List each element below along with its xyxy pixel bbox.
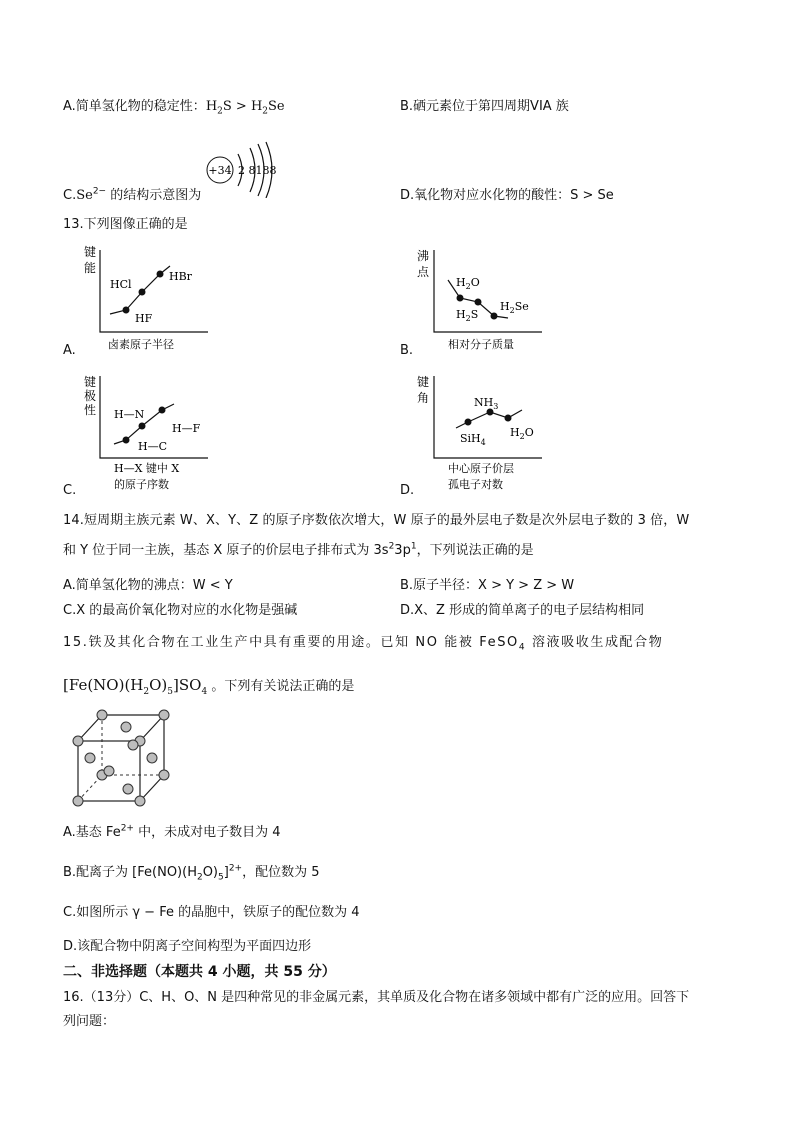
graph-d-xlabel-1: 中心原子价层 bbox=[448, 462, 514, 475]
q12-option-b: B.硒元素位于第四周期VIA 族 bbox=[400, 99, 569, 114]
q15-stem-line1: 15.铁及其化合物在工业生产中具有重要的用途。已知 NO 能被 FeSO$_4$ 溶液吸收生成配合物 bbox=[63, 635, 664, 653]
section-2-title: 二、非选择题（本题共 4 小题，共 55 分） bbox=[63, 964, 336, 980]
graph-b-label-h2o: $H_2O$ bbox=[456, 276, 480, 291]
graph-a-axes bbox=[100, 250, 208, 332]
graph-b-label-h2se: $H_2Se$ bbox=[500, 300, 529, 315]
graph-c-ylabel-2: 极 bbox=[84, 389, 97, 403]
q12-option-d: D.氧化物对应水化物的酸性：S > Se bbox=[400, 188, 614, 203]
graph-d-ylabel-1: 键 bbox=[417, 375, 430, 389]
graph-b-label-h2s: $H_2S$ bbox=[456, 308, 479, 323]
graph-a-point-hf bbox=[123, 307, 130, 314]
graph-b-axes bbox=[434, 250, 542, 332]
graph-c-point-hc bbox=[123, 437, 130, 444]
graph-d-label-sih4: SiH$_4$ bbox=[460, 432, 486, 447]
graph-d bbox=[412, 370, 552, 496]
q14-stem-line2: 和 Y 位于同一主族，基态 X 原子的价层电子排布式为 $3s^23p^1$，下列说法正确的是 bbox=[63, 541, 534, 558]
q14-stem-line1: 14.短周期主族元素 W、X、Y、Z 的原子序数依次增大，W 原子的最外层电子数是次外层电子数的 3 倍，W bbox=[63, 513, 690, 528]
graph-b-ylabel-1: 沸 bbox=[417, 249, 430, 263]
q13-stem: 13.下列图像正确的是 bbox=[63, 217, 188, 232]
graph-d-label-h2o: $H_2O$ bbox=[510, 426, 534, 441]
graph-c-label-hc: H—C bbox=[138, 440, 168, 453]
gamma-fe-unit-cell bbox=[68, 705, 178, 810]
graph-a-ylabel-1: 键 bbox=[84, 245, 97, 259]
q16-stem-line1: 16.（13分）C、H、O、N 是四种常见的非金属元素，其单质及化合物在诸多领域中都有广泛的应用。回答下 bbox=[63, 990, 690, 1005]
graph-b bbox=[412, 240, 552, 352]
q16-stem-line2: 列问题： bbox=[63, 1014, 116, 1029]
shell-electrons: 2 8188 bbox=[238, 164, 277, 177]
q15-option-b: B.配离子为 $[Fe(NO)(H_2O)_5]^{2+}$，配位数为 5 bbox=[63, 863, 320, 883]
q15-option-d: D.该配合物中阴离子空间构型为平面四边形 bbox=[63, 939, 312, 954]
q14-option-b: B.原子半径：X > Y > Z > W bbox=[400, 578, 575, 593]
q13-option-b-label: B. bbox=[400, 343, 414, 358]
graph-c-xlabel-1: H—X 键中 X bbox=[114, 462, 180, 475]
graph-a-xlabel: 卤素原子半径 bbox=[108, 338, 174, 351]
graph-c-label-hf: H—F bbox=[172, 422, 201, 435]
graph-c-label-hn: H—N bbox=[114, 408, 145, 421]
graph-a bbox=[78, 240, 218, 352]
graph-a-label-hbr: HBr bbox=[169, 270, 192, 283]
se-ion-structure-diagram bbox=[200, 140, 290, 198]
nucleus-charge: +34 bbox=[208, 164, 232, 177]
graph-d-label-nh3: $NH_3$ bbox=[474, 396, 499, 411]
graph-a-label-hcl: HCl bbox=[110, 278, 132, 291]
q12-option-a: A.简单氢化物的稳定性：$H_2S > H_2Se$ bbox=[63, 99, 285, 117]
graph-d-ylabel-2: 角 bbox=[417, 391, 430, 405]
graph-c-point-hf bbox=[159, 407, 166, 414]
graph-b-point-h2o bbox=[457, 295, 464, 302]
graph-c-ylabel-3: 性 bbox=[84, 403, 97, 417]
graph-a-point-hbr bbox=[157, 271, 164, 278]
graph-b-point-h2s bbox=[475, 299, 482, 306]
graph-c-point-hn bbox=[139, 423, 146, 430]
q14-option-d: D.X、Z 形成的简单离子的电子层结构相同 bbox=[400, 603, 645, 618]
graph-a-ylabel-2: 能 bbox=[84, 261, 97, 275]
q13-option-a-label: A. bbox=[63, 343, 76, 358]
q12-option-c: $C.Se^{2-}$ 的结构示意图为 bbox=[63, 186, 202, 203]
graph-d-point-h2o bbox=[505, 415, 512, 422]
graph-c bbox=[78, 370, 218, 496]
graph-b-xlabel: 相对分子质量 bbox=[448, 338, 514, 351]
q15-option-a: A.基态 $Fe^{2+}$ 中，未成对电子数目为 4 bbox=[63, 823, 281, 840]
graph-c-xlabel-2: 的原子序数 bbox=[114, 478, 169, 491]
q14-option-a: A.简单氢化物的沸点：W < Y bbox=[63, 578, 233, 593]
graph-b-point-h2se bbox=[491, 313, 498, 320]
q13-option-d-label: D. bbox=[400, 483, 415, 498]
graph-a-label-hf: HF bbox=[135, 312, 153, 325]
q14-option-c: C.X 的最高价氧化物对应的水化物是强碱 bbox=[63, 603, 298, 618]
graph-c-ylabel-1: 键 bbox=[84, 375, 97, 389]
face-center-atoms bbox=[85, 722, 157, 794]
q15-stem-line2: $[Fe(NO)(H_2O)_5]SO_4$ 。下列有关说法正确的是 bbox=[63, 676, 355, 697]
q15-option-c: C.如图所示 γ − Fe 的晶胞中，铁原子的配位数为 4 bbox=[63, 905, 360, 920]
graph-d-point-sih4 bbox=[465, 419, 472, 426]
graph-d-axes bbox=[434, 376, 542, 458]
graph-b-ylabel-2: 点 bbox=[417, 265, 430, 279]
graph-d-xlabel-2: 孤电子对数 bbox=[448, 478, 503, 491]
graph-a-point-hcl bbox=[139, 289, 146, 296]
q13-option-c-label: C. bbox=[63, 483, 77, 498]
